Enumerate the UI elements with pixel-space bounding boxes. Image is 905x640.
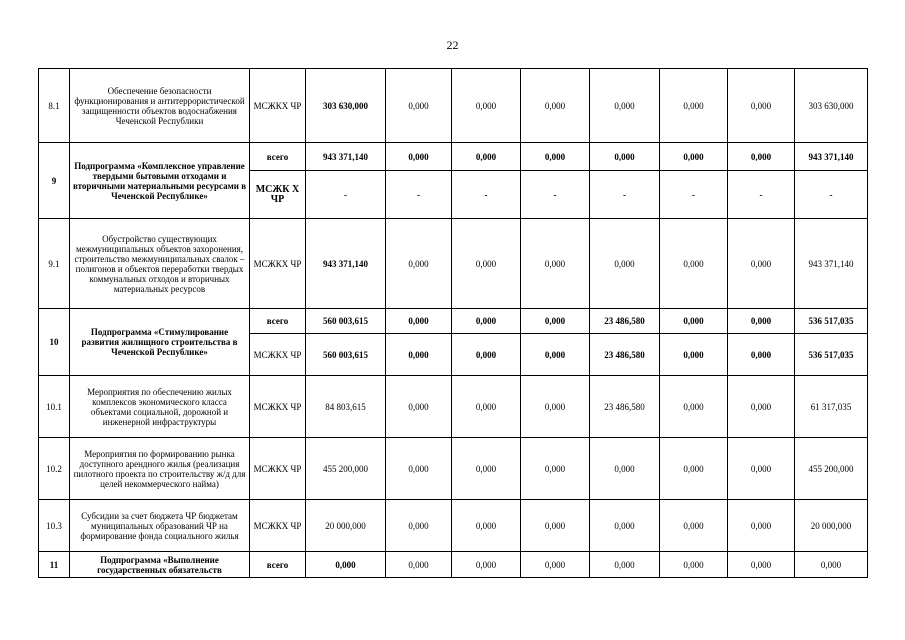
- table-row: [39, 69, 868, 143]
- row-name: Обустройство существующих межмуниципальных объектов захоронения, строительство межмуниципальных свалок – полигонов и объектов переработки твердых коммунальных отходов и вторичных материальных ресурсов: [70, 219, 250, 309]
- row-name: Обеспечение безопасности функционирования и антитеррористической защищенности объектов водоснабжения Чеченской Республики: [70, 69, 250, 143]
- value-cell: 0,000: [728, 334, 795, 376]
- value-cell: 0,000: [660, 334, 728, 376]
- value-cell: 0,000: [386, 552, 452, 578]
- value-cell: 0,000: [452, 376, 521, 438]
- row-name: Мероприятия по формированию рынка доступного арендного жилья (реализация пилотного проекта по строительству ж/д для целей некоммерческого найма): [70, 438, 250, 500]
- value-cell: 0,000: [452, 69, 521, 143]
- value-cell: 0,000: [452, 309, 521, 334]
- table-row: [39, 552, 868, 578]
- value-cell: -: [590, 171, 660, 219]
- row-executor: МСЖКХ ЧР: [250, 334, 306, 376]
- value-cell: 23 486,580: [590, 334, 660, 376]
- table-row: [39, 219, 868, 309]
- row-number: 11: [39, 552, 70, 578]
- page-number: 22: [446, 38, 459, 52]
- row-executor: МСЖКХ ЧР: [250, 376, 306, 438]
- row-executor: всего: [250, 143, 306, 171]
- value-cell: 84 803,615: [306, 376, 386, 438]
- value-cell: -: [660, 171, 728, 219]
- value-cell: 0,000: [521, 219, 590, 309]
- value-cell: 0,000: [521, 438, 590, 500]
- value-cell: 0,000: [452, 219, 521, 309]
- value-cell: 0,000: [306, 552, 386, 578]
- value-cell: 0,000: [660, 219, 728, 309]
- value-cell: 0,000: [521, 376, 590, 438]
- value-cell: 0,000: [521, 500, 590, 552]
- value-cell: 0,000: [521, 552, 590, 578]
- value-cell: 0,000: [795, 552, 868, 578]
- value-cell: 0,000: [728, 376, 795, 438]
- row-name: Мероприятия по обеспечению жилых комплексов экономического класса объектами социальной, дорожной и инженерной инфраструктуры: [70, 376, 250, 438]
- value-cell: 303 630,000: [306, 69, 386, 143]
- table-row: [39, 143, 868, 171]
- value-cell: 0,000: [660, 143, 728, 171]
- value-cell: 0,000: [386, 376, 452, 438]
- value-cell: 943 371,140: [795, 143, 868, 171]
- value-cell: 0,000: [521, 334, 590, 376]
- value-cell: 20 000,000: [795, 500, 868, 552]
- row-executor: всего: [250, 552, 306, 578]
- row-executor: МСЖКХ ЧР: [250, 438, 306, 500]
- value-cell: 0,000: [386, 438, 452, 500]
- value-cell: 0,000: [660, 438, 728, 500]
- value-cell: 455 200,000: [306, 438, 386, 500]
- value-cell: 536 517,035: [795, 309, 868, 334]
- value-cell: -: [306, 171, 386, 219]
- value-cell: 0,000: [728, 219, 795, 309]
- value-cell: -: [452, 171, 521, 219]
- value-cell: 0,000: [386, 69, 452, 143]
- row-name: Подпрограмма «Комплексное управление твердыми бытовыми отходами и вторичными материальными ресурсами в Чеченской Республике»: [70, 143, 250, 219]
- value-cell: 20 000,000: [306, 500, 386, 552]
- table-row: [39, 309, 868, 334]
- row-number: 9.1: [39, 219, 70, 309]
- row-executor: МСЖКХ ЧР: [250, 500, 306, 552]
- value-cell: 0,000: [590, 69, 660, 143]
- value-cell: 943 371,140: [795, 219, 868, 309]
- row-number: 9: [39, 143, 70, 219]
- value-cell: 0,000: [521, 309, 590, 334]
- value-cell: 536 517,035: [795, 334, 868, 376]
- value-cell: -: [521, 171, 590, 219]
- value-cell: 0,000: [452, 500, 521, 552]
- row-name: Подпрограмма «Выполнение государственных обязательств: [70, 552, 250, 578]
- value-cell: 0,000: [386, 309, 452, 334]
- table-row: [39, 500, 868, 552]
- value-cell: 61 317,035: [795, 376, 868, 438]
- value-cell: 0,000: [660, 69, 728, 143]
- value-cell: 0,000: [452, 143, 521, 171]
- budget-table: [38, 68, 868, 578]
- value-cell: 0,000: [590, 143, 660, 171]
- value-cell: 0,000: [660, 552, 728, 578]
- value-cell: 455 200,000: [795, 438, 868, 500]
- value-cell: -: [386, 171, 452, 219]
- value-cell: 23 486,580: [590, 376, 660, 438]
- row-number: 10.2: [39, 438, 70, 500]
- row-executor: МСЖКХ ЧР: [250, 69, 306, 143]
- value-cell: 560 003,615: [306, 309, 386, 334]
- value-cell: 0,000: [590, 438, 660, 500]
- value-cell: 0,000: [728, 309, 795, 334]
- value-cell: 0,000: [386, 334, 452, 376]
- value-cell: 303 630,000: [795, 69, 868, 143]
- value-cell: 0,000: [452, 334, 521, 376]
- row-executor: МСЖК Х ЧР: [250, 171, 306, 219]
- value-cell: 0,000: [386, 500, 452, 552]
- value-cell: 0,000: [590, 219, 660, 309]
- row-executor: МСЖКХ ЧР: [250, 219, 306, 309]
- row-number: 10.3: [39, 500, 70, 552]
- value-cell: 0,000: [590, 500, 660, 552]
- value-cell: 0,000: [728, 500, 795, 552]
- value-cell: 0,000: [386, 219, 452, 309]
- value-cell: -: [728, 171, 795, 219]
- value-cell: -: [795, 171, 868, 219]
- row-executor: всего: [250, 309, 306, 334]
- value-cell: 0,000: [728, 69, 795, 143]
- value-cell: 23 486,580: [590, 309, 660, 334]
- row-number: 10: [39, 309, 70, 376]
- value-cell: 0,000: [660, 500, 728, 552]
- value-cell: 0,000: [660, 376, 728, 438]
- value-cell: 0,000: [728, 438, 795, 500]
- value-cell: 0,000: [728, 143, 795, 171]
- row-name: Субсидии за счет бюджета ЧР бюджетам муниципальных образований ЧР на формирование фонда социального жилья: [70, 500, 250, 552]
- value-cell: 0,000: [452, 552, 521, 578]
- table-row: [39, 438, 868, 500]
- value-cell: 943 371,140: [306, 143, 386, 171]
- value-cell: 0,000: [590, 552, 660, 578]
- value-cell: 0,000: [521, 69, 590, 143]
- row-number: 10.1: [39, 376, 70, 438]
- table-row: [39, 376, 868, 438]
- value-cell: 560 003,615: [306, 334, 386, 376]
- value-cell: 0,000: [521, 143, 590, 171]
- value-cell: 0,000: [452, 438, 521, 500]
- row-number: 8.1: [39, 69, 70, 143]
- value-cell: 943 371,140: [306, 219, 386, 309]
- value-cell: 0,000: [728, 552, 795, 578]
- row-name: Подпрограмма «Стимулирование развития жилищного строительства в Чеченской Республике»: [70, 309, 250, 376]
- value-cell: 0,000: [660, 309, 728, 334]
- value-cell: 0,000: [386, 143, 452, 171]
